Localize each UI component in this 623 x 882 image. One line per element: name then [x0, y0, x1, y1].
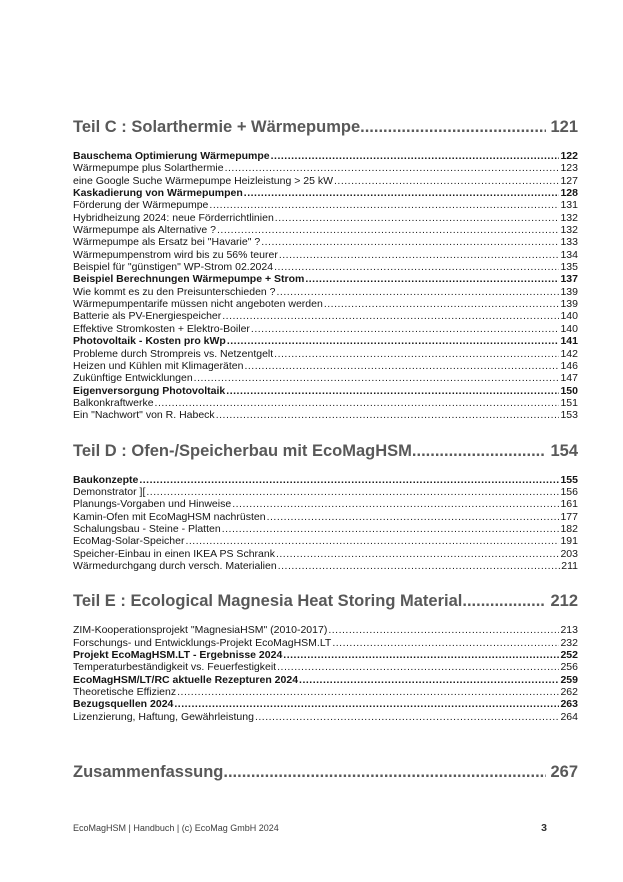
toc-entry-label: Wärmepumpentarife müssen nicht angeboten werden	[73, 298, 323, 311]
toc-entry-page: 213	[560, 624, 578, 637]
toc-entry-page: 128	[560, 187, 578, 200]
toc-summary-row[interactable]	[73, 761, 578, 783]
toc-entry[interactable]	[73, 175, 578, 187]
dot-leader	[222, 310, 559, 322]
toc-entry[interactable]	[73, 548, 578, 560]
toc-entry-label: Beispiel für "günstigen" WP-Strom 02.2024	[73, 261, 274, 274]
toc-entry-page: 139	[560, 285, 578, 298]
dot-leader	[226, 385, 559, 397]
dot-leader	[255, 711, 560, 723]
toc-entry-label: Projekt EcoMagHSM.LT - Ergebnisse 2024	[73, 649, 283, 661]
dot-leader	[244, 187, 560, 199]
toc-entry[interactable]	[73, 511, 578, 523]
toc-entry[interactable]	[73, 224, 578, 236]
toc-entry-page: 259	[560, 673, 578, 686]
toc-section	[73, 590, 578, 723]
toc-entry[interactable]	[73, 711, 578, 723]
toc-entry[interactable]	[73, 335, 578, 347]
toc-entry-page: 127	[560, 174, 578, 187]
toc-entry-page: 123	[560, 162, 578, 175]
toc-entry[interactable]	[73, 661, 578, 673]
dot-leader	[139, 474, 559, 486]
toc-entry-page: 262	[560, 686, 578, 699]
dot-leader	[251, 323, 560, 335]
toc-section-page: 121	[550, 118, 578, 136]
toc-entry[interactable]	[73, 474, 578, 486]
toc-entry-label: Heizen und Kühlen mit Klimageräten	[73, 359, 244, 372]
page-footer	[73, 822, 578, 834]
dot-leader	[155, 397, 560, 409]
toc-entry-page: 132	[560, 211, 578, 224]
toc-entry-page: 131	[560, 199, 578, 212]
toc-entry-label: Photovoltaik - Kosten pro kWp	[73, 335, 226, 348]
toc-entry-label: Effektive Stromkosten + Elektro-Boiler	[73, 322, 250, 335]
toc-entry[interactable]	[73, 560, 578, 572]
toc-section-heading[interactable]	[73, 116, 578, 138]
dot-leader	[462, 590, 546, 612]
toc-entry-label: Wärmepumpe als Alternative ?	[73, 224, 216, 237]
toc-entry-label: Bezugsquellen 2024	[73, 698, 174, 711]
dot-leader	[222, 523, 560, 535]
dot-leader	[275, 212, 560, 224]
toc-entry[interactable]	[73, 649, 578, 661]
toc-entry-label: Eigenversorgung Photovoltaik	[73, 384, 226, 397]
toc-entry-page: 177	[560, 510, 578, 523]
toc-entry-page: 142	[560, 347, 578, 360]
toc-section-page: 154	[550, 441, 578, 460]
toc-entry-page: 134	[560, 248, 578, 261]
toc-entry-label: eine Google Suche Wärmepumpe Heizleistung > 25 kW	[73, 174, 334, 187]
toc-entry-page: 139	[560, 298, 578, 311]
toc-entry[interactable]	[73, 409, 578, 421]
toc-entry[interactable]	[73, 273, 578, 285]
dot-leader	[274, 348, 559, 360]
toc-entry-label: Lizenzierung, Haftung, Gewährleistung	[73, 710, 254, 723]
toc-entry[interactable]	[73, 236, 578, 248]
dot-leader	[223, 761, 546, 783]
toc-entry[interactable]	[73, 212, 578, 224]
toc-entry-page: 211	[561, 559, 578, 572]
toc-entry[interactable]	[73, 286, 578, 298]
toc-section-title: Teil D : Ofen-/Speicherbau mit EcoMagHSM	[73, 441, 412, 460]
toc-entry[interactable]	[73, 498, 578, 510]
toc-entry-page: 191	[560, 535, 578, 548]
toc-entry-page: 203	[560, 547, 578, 560]
toc-entry[interactable]	[73, 249, 578, 261]
toc-entry-label: Balkonkraftwerke	[73, 396, 154, 409]
toc-entry[interactable]	[73, 674, 578, 686]
toc-entry-page: 150	[560, 384, 578, 397]
toc-entry-label: EcoMagHSM/LT/RC aktuelle Rezepturen 2024	[73, 673, 299, 686]
toc-entry-page: 132	[560, 224, 578, 237]
toc-entry-label: Speicher-Einbau in einen IKEA PS Schrank	[73, 547, 275, 560]
toc-entry[interactable]	[73, 385, 578, 397]
toc-entry[interactable]	[73, 150, 578, 162]
dot-leader	[328, 624, 559, 636]
toc-entry-label: Wärmepumpenstrom wird bis zu 56% teurer	[73, 248, 278, 261]
dot-leader	[360, 116, 546, 138]
toc-entry-page: 141	[560, 335, 578, 348]
dot-leader	[177, 686, 559, 698]
toc-entry-page: 161	[560, 498, 578, 511]
toc-summary-page: 267	[550, 763, 578, 782]
footer-page-number: 3	[541, 822, 547, 834]
toc-entry-label: Wie kommt es zu den Preisunterschieden ?	[73, 285, 276, 298]
dot-leader	[227, 335, 560, 347]
toc-entry-page: 133	[560, 236, 578, 249]
dot-leader	[194, 372, 560, 384]
dot-leader	[274, 261, 559, 273]
dot-leader	[283, 649, 559, 661]
toc-entry[interactable]	[73, 323, 578, 335]
toc-entry-label: Kamin-Ofen mit EcoMagHSM nachrüsten	[73, 510, 266, 523]
toc-section	[73, 116, 578, 422]
toc-entry-label: Ein "Nachwort" von R. Habeck	[73, 409, 215, 422]
toc-entry[interactable]	[73, 187, 578, 199]
toc-entry-label: ZIM-Kooperationsprojekt "MagnesiaHSM" (2010-2017)	[73, 624, 328, 637]
dot-leader	[324, 298, 560, 310]
dot-leader	[332, 637, 559, 649]
toc-entry-page: 264	[560, 710, 578, 723]
toc-entry-page: 252	[560, 649, 578, 661]
toc-entry-page: 263	[560, 698, 578, 711]
toc-entry[interactable]	[73, 637, 578, 649]
toc-entry-page: 151	[560, 396, 578, 409]
toc-entry[interactable]	[73, 261, 578, 273]
dot-leader	[276, 548, 560, 560]
dot-leader	[185, 535, 559, 547]
toc-entry-label: Forschungs- und Entwicklungs-Projekt EcoMagHSM.LT	[73, 636, 332, 649]
toc-entry-label: Kaskadierung von Wärmepumpen	[73, 187, 243, 200]
toc-entry-label: Bauschema Optimierung Wärmepumpe	[73, 150, 270, 162]
toc-entry-page: 140	[560, 322, 578, 335]
toc-entry[interactable]	[73, 372, 578, 384]
toc-entry-label: Baukonzepte	[73, 473, 139, 486]
toc-entry[interactable]	[73, 397, 578, 409]
toc-sections	[73, 116, 578, 723]
toc-entry-label: EcoMag-Solar-Speicher	[73, 535, 185, 548]
toc-entry-label: Wärmedurchgang durch versch. Materialien	[73, 559, 277, 572]
toc-entry-page: 140	[560, 310, 578, 323]
toc-entry-list	[73, 150, 578, 422]
table-of-contents	[73, 116, 578, 783]
dot-leader	[232, 498, 559, 510]
toc-entry-label: Förderung der Wärmepumpe	[73, 199, 209, 212]
dot-leader	[277, 286, 560, 298]
toc-entry[interactable]	[73, 698, 578, 710]
toc-entry-label: Beispiel Berechnungen Wärmepumpe + Strom	[73, 273, 305, 286]
toc-entry-list	[73, 474, 578, 573]
dot-leader	[277, 661, 559, 673]
toc-entry-label: Wärmepumpe als Ersatz bei "Havarie" ?	[73, 236, 261, 249]
toc-entry[interactable]	[73, 523, 578, 535]
toc-entry-label: Hybridheizung 2024: neue Förderrichtlinien	[73, 211, 274, 224]
dot-leader	[146, 486, 559, 498]
toc-entry-label: Demonstrator ][	[73, 485, 146, 498]
toc-entry[interactable]	[73, 348, 578, 360]
toc-entry[interactable]	[73, 624, 578, 636]
dot-leader	[216, 409, 560, 421]
dot-leader	[271, 150, 560, 162]
toc-section-heading[interactable]	[73, 590, 578, 612]
toc-entry-label: Batterie als PV-Energiespeicher	[73, 310, 222, 323]
toc-entry[interactable]	[73, 298, 578, 310]
toc-entry-page: 232	[560, 636, 578, 649]
toc-entry-label: Temperaturbeständigkeit vs. Feuerfestigkeit	[73, 661, 277, 674]
toc-section-title: Teil E : Ecological Magnesia Heat Storing Material	[73, 592, 463, 611]
dot-leader	[209, 199, 559, 211]
toc-summary-title: Zusammenfassung	[73, 763, 224, 782]
toc-entry-page: 137	[560, 273, 578, 286]
toc-entry-label: Planungs-Vorgaben und Hinweise	[73, 498, 232, 511]
dot-leader	[217, 224, 559, 236]
toc-entry-label: Theoretische Effizienz	[73, 686, 177, 699]
dot-leader	[305, 273, 559, 285]
toc-section-title: Teil C : Solarthermie + Wärmepumpe	[73, 118, 361, 136]
toc-entry[interactable]	[73, 162, 578, 174]
toc-entry-page: 146	[560, 359, 578, 372]
toc-entry-page: 182	[560, 522, 578, 535]
toc-entry-page: 156	[560, 485, 578, 498]
toc-section	[73, 440, 578, 573]
toc-entry[interactable]	[73, 310, 578, 322]
toc-entry[interactable]	[73, 535, 578, 547]
toc-entry-label: Schalungsbau - Steine - Platten	[73, 522, 221, 535]
dot-leader	[174, 698, 559, 710]
toc-entry[interactable]	[73, 360, 578, 372]
toc-entry-label: Wärmepumpe plus Solarthermie	[73, 162, 224, 175]
dot-leader	[279, 249, 560, 261]
dot-leader	[267, 511, 560, 523]
toc-entry-page: 135	[560, 261, 578, 274]
toc-section-heading[interactable]	[73, 440, 578, 462]
dot-leader	[334, 175, 559, 187]
toc-section-page: 212	[550, 592, 578, 611]
toc-entry-page: 153	[560, 409, 578, 422]
toc-entry-label: Zukünftige Entwicklungen	[73, 372, 193, 385]
toc-entry-page: 155	[560, 473, 578, 486]
dot-leader	[278, 560, 561, 572]
dot-leader	[299, 674, 559, 686]
toc-entry[interactable]	[73, 486, 578, 498]
dot-leader	[225, 162, 560, 174]
toc-entry-label: Probleme durch Strompreis vs. Netzentgelt	[73, 347, 274, 360]
dot-leader	[261, 236, 559, 248]
toc-entry[interactable]	[73, 686, 578, 698]
footer-text: EcoMagHSM | Handbuch | (c) EcoMag GmbH 2024	[73, 823, 279, 833]
toc-entry[interactable]	[73, 199, 578, 211]
toc-entry-page: 147	[560, 372, 578, 385]
dot-leader	[244, 360, 559, 372]
toc-entry-list	[73, 624, 578, 723]
toc-entry-page: 256	[560, 661, 578, 674]
dot-leader	[412, 440, 547, 462]
toc-entry-page: 122	[560, 150, 578, 162]
